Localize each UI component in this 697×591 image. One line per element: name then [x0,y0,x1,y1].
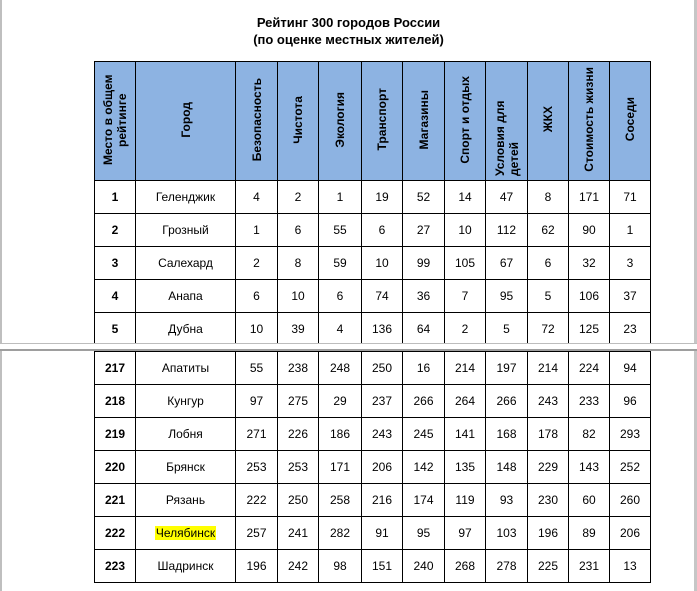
header-housing-label: ЖКХ [541,106,555,133]
city-name: Шадринск [157,559,214,573]
value-cell: 47 [486,181,528,214]
table-row [95,214,651,247]
value-cell: 74 [362,280,403,313]
header-safety-label: Безопасность [249,77,264,162]
rank-cell: 217 [95,352,136,385]
header-shops [403,62,445,181]
value-cell: 2 [278,181,319,214]
header-safety [236,62,278,181]
table-row [95,385,651,418]
header-neighbours [610,62,651,181]
value-cell: 6 [528,247,569,280]
city-name: Апатиты [161,361,210,375]
value-cell: 231 [569,550,610,583]
value-cell: 27 [403,214,445,247]
page-edge-left-bottom [0,351,2,591]
value-cell: 105 [445,247,486,280]
value-cell: 98 [319,550,362,583]
title-line-2: (по оценке местных жителей) [253,32,444,47]
value-cell: 196 [236,550,278,583]
value-cell: 55 [236,352,278,385]
value-cell: 67 [486,247,528,280]
value-cell: 14 [445,181,486,214]
city-name: Челябинск [155,526,216,540]
header-sport-label: Спорт и отдых [458,75,472,164]
value-cell: 52 [403,181,445,214]
value-cell: 271 [236,418,278,451]
value-cell: 225 [528,550,569,583]
value-cell: 248 [319,352,362,385]
value-cell: 278 [486,550,528,583]
value-cell: 224 [569,352,610,385]
value-cell: 252 [610,451,651,484]
value-cell: 112 [486,214,528,247]
value-cell: 89 [569,517,610,550]
value-cell: 4 [319,313,362,346]
value-cell: 260 [610,484,651,517]
value-cell: 1 [236,214,278,247]
value-cell: 29 [319,385,362,418]
table-row [95,550,651,583]
value-cell: 233 [569,385,610,418]
value-cell: 186 [319,418,362,451]
header-cost-label: Стоимость жизни [582,67,596,172]
value-cell: 125 [569,313,610,346]
value-cell: 60 [569,484,610,517]
city-name: Дубна [168,322,203,336]
value-cell: 2 [236,247,278,280]
value-cell: 275 [278,385,319,418]
header-shops-label: Магазины [416,89,431,150]
value-cell: 242 [278,550,319,583]
table-row [95,280,651,313]
value-cell: 55 [319,214,362,247]
value-cell: 103 [486,517,528,550]
value-cell: 90 [569,214,610,247]
value-cell: 1 [610,214,651,247]
value-cell: 142 [403,451,445,484]
value-cell: 196 [528,517,569,550]
value-cell: 226 [278,418,319,451]
value-cell: 141 [445,418,486,451]
value-cell: 97 [236,385,278,418]
city-cell [136,418,236,451]
value-cell: 8 [528,181,569,214]
header-housing [528,62,569,181]
header-sport [445,62,486,181]
value-cell: 10 [445,214,486,247]
value-cell: 264 [445,385,486,418]
rank-cell: 218 [95,385,136,418]
table-row [95,484,651,517]
header-transport-label: Транспорт [375,88,389,151]
value-cell: 99 [403,247,445,280]
value-cell: 10 [236,313,278,346]
value-cell: 2 [445,313,486,346]
value-cell: 214 [445,352,486,385]
value-cell: 266 [403,385,445,418]
table-row [95,418,651,451]
value-cell: 253 [236,451,278,484]
value-cell: 36 [403,280,445,313]
header-city [136,62,236,181]
value-cell: 241 [278,517,319,550]
value-cell: 5 [486,313,528,346]
value-cell: 71 [610,181,651,214]
document-title [0,14,697,48]
page-break-line-top [0,343,697,344]
rating-table-bottom [94,351,651,583]
value-cell: 96 [610,385,651,418]
value-cell: 19 [362,181,403,214]
value-cell: 6 [236,280,278,313]
city-name: Салехард [158,256,213,270]
city-name: Кунгур [167,394,204,408]
value-cell: 23 [610,313,651,346]
city-cell [136,280,236,313]
header-neighbours-label: Соседи [623,97,637,142]
value-cell: 257 [236,517,278,550]
table-row [95,352,651,385]
value-cell: 64 [403,313,445,346]
value-cell: 16 [403,352,445,385]
value-cell: 238 [278,352,319,385]
value-cell: 229 [528,451,569,484]
city-cell [136,214,236,247]
value-cell: 97 [445,517,486,550]
value-cell: 37 [610,280,651,313]
header-rank-label: Место в общем рейтинге [101,74,129,165]
rank-cell: 221 [95,484,136,517]
value-cell: 62 [528,214,569,247]
rank-cell: 3 [95,247,136,280]
city-cell [136,181,236,214]
header-transport [362,62,403,181]
header-ecology [319,62,362,181]
table-row [95,181,651,214]
value-cell: 222 [236,484,278,517]
value-cell: 93 [486,484,528,517]
value-cell: 282 [319,517,362,550]
value-cell: 240 [403,550,445,583]
value-cell: 106 [569,280,610,313]
table-row [95,517,651,550]
value-cell: 253 [278,451,319,484]
value-cell: 151 [362,550,403,583]
header-city-label: Город [178,101,193,138]
value-cell: 250 [278,484,319,517]
page-edge-left-top [0,0,2,343]
header-cleanliness-label: Чистота [291,95,305,144]
city-name: Лобня [168,427,203,441]
city-cell [136,550,236,583]
rank-cell: 222 [95,517,136,550]
value-cell: 5 [528,280,569,313]
city-cell [136,484,236,517]
city-name: Брянск [166,460,205,474]
value-cell: 91 [362,517,403,550]
value-cell: 171 [319,451,362,484]
header-ecology-label: Экология [333,91,347,148]
value-cell: 39 [278,313,319,346]
value-cell: 1 [319,181,362,214]
value-cell: 72 [528,313,569,346]
value-cell: 206 [610,517,651,550]
city-cell [136,352,236,385]
table-row [95,451,651,484]
value-cell: 10 [278,280,319,313]
value-cell: 135 [445,451,486,484]
header-children [486,62,528,181]
value-cell: 8 [278,247,319,280]
city-name: Рязань [165,493,206,507]
value-cell: 237 [362,385,403,418]
header-children-label: Условия для детей [492,99,521,176]
value-cell: 82 [569,418,610,451]
rank-cell: 2 [95,214,136,247]
header-cost [569,62,610,181]
value-cell: 293 [610,418,651,451]
value-cell: 245 [403,418,445,451]
value-cell: 243 [362,418,403,451]
value-cell: 6 [319,280,362,313]
value-cell: 6 [362,214,403,247]
city-cell [136,451,236,484]
value-cell: 174 [403,484,445,517]
value-cell: 178 [528,418,569,451]
value-cell: 243 [528,385,569,418]
value-cell: 13 [610,550,651,583]
rank-cell: 219 [95,418,136,451]
rank-cell: 220 [95,451,136,484]
value-cell: 95 [486,280,528,313]
value-cell: 119 [445,484,486,517]
value-cell: 6 [278,214,319,247]
value-cell: 148 [486,451,528,484]
city-cell [136,247,236,280]
value-cell: 266 [486,385,528,418]
header-row [95,62,651,181]
value-cell: 171 [569,181,610,214]
value-cell: 268 [445,550,486,583]
rank-cell: 5 [95,313,136,346]
city-name: Геленджик [155,190,216,204]
value-cell: 59 [319,247,362,280]
value-cell: 143 [569,451,610,484]
value-cell: 94 [610,352,651,385]
city-cell [136,517,236,550]
value-cell: 10 [362,247,403,280]
value-cell: 216 [362,484,403,517]
value-cell: 230 [528,484,569,517]
rank-cell: 1 [95,181,136,214]
value-cell: 95 [403,517,445,550]
rank-cell: 223 [95,550,136,583]
value-cell: 214 [528,352,569,385]
city-cell [136,313,236,346]
title-line-1: Рейтинг 300 городов России [256,15,441,30]
value-cell: 250 [362,352,403,385]
city-name: Грозный [162,223,209,237]
value-cell: 258 [319,484,362,517]
city-name: Анапа [168,289,203,303]
header-cleanliness [278,62,319,181]
value-cell: 206 [362,451,403,484]
top-rows [95,181,651,346]
table-row [95,247,651,280]
value-cell: 3 [610,247,651,280]
value-cell: 168 [486,418,528,451]
value-cell: 197 [486,352,528,385]
table-row [95,313,651,346]
value-cell: 32 [569,247,610,280]
value-cell: 4 [236,181,278,214]
city-cell [136,385,236,418]
header-rank [95,62,136,181]
rating-table-top [94,61,651,346]
value-cell: 136 [362,313,403,346]
value-cell: 7 [445,280,486,313]
bottom-rows [95,352,651,583]
rank-cell: 4 [95,280,136,313]
